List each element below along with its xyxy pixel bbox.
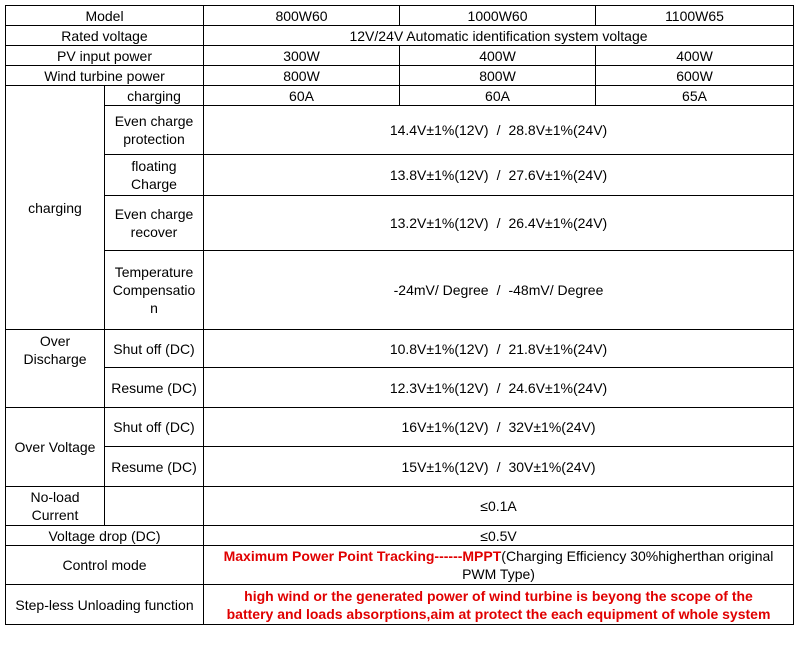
od-shutoff-value xyxy=(204,330,794,368)
spec-table-container xyxy=(5,5,794,625)
charging-current-3: 65A xyxy=(596,86,794,106)
even-recover-sep: / xyxy=(496,215,501,231)
even-recover-12v: 13.2V±1%(12V) xyxy=(389,215,489,231)
row-od-shutoff xyxy=(6,330,794,368)
even-protect-value xyxy=(204,106,794,155)
unloading-value xyxy=(204,585,794,625)
rated-voltage-label: Rated voltage xyxy=(6,26,204,46)
even-protect-24v: 28.8V±1%(24V) xyxy=(508,122,608,138)
pv-input-1: 300W xyxy=(204,46,400,66)
row-voltage-drop xyxy=(6,526,794,546)
even-recover-value xyxy=(204,196,794,251)
charging-group-label: charging xyxy=(6,86,105,330)
od-shutoff-sep: / xyxy=(496,340,501,357)
charging-current-2: 60A xyxy=(400,86,596,106)
control-mode-label: Control mode xyxy=(6,546,204,585)
wind-power-2: 800W xyxy=(400,66,596,86)
row-temp-comp xyxy=(6,251,794,330)
even-protect-sep: / xyxy=(496,122,501,138)
temp-comp-sep: / xyxy=(496,282,501,298)
voltage-drop-value: ≤0.5V xyxy=(204,526,794,546)
ov-resume-12v: 15V±1%(12V) xyxy=(401,458,489,475)
od-resume-sep: / xyxy=(496,379,501,396)
row-control-mode xyxy=(6,546,794,585)
wind-power-1: 800W xyxy=(204,66,400,86)
ov-shutoff-label: Shut off (DC) xyxy=(105,408,204,447)
rated-voltage-value: 12V/24V Automatic identification system voltage xyxy=(204,26,794,46)
pv-input-label: PV input power xyxy=(6,46,204,66)
unloading-label: Step-less Unloading function xyxy=(6,585,204,625)
ov-resume-sep: / xyxy=(496,458,501,475)
od-resume-label: Resume (DC) xyxy=(105,368,204,408)
floating-sep: / xyxy=(496,167,501,183)
row-ov-shutoff xyxy=(6,408,794,447)
row-wind-power xyxy=(6,66,794,86)
floating-24v: 27.6V±1%(24V) xyxy=(508,167,608,183)
temp-comp-12v: -24mV/ Degree xyxy=(393,282,489,298)
temp-comp-24v: -48mV/ Degree xyxy=(508,282,604,298)
row-charging-current xyxy=(6,86,794,106)
od-shutoff-label: Shut off (DC) xyxy=(105,330,204,368)
row-rated-voltage xyxy=(6,26,794,46)
temp-comp-label: Temperature Compensatio n xyxy=(105,251,204,330)
row-od-resume xyxy=(6,368,794,408)
od-resume-value xyxy=(204,368,794,408)
even-protect-label: Even charge protection xyxy=(105,106,204,155)
charging-current-label: charging xyxy=(105,86,204,106)
ov-resume-label: Resume (DC) xyxy=(105,447,204,487)
over-voltage-group-label: Over Voltage xyxy=(6,408,105,487)
unloading-line-2: battery and loads absorptions,aim at protect the each equipment of whole system xyxy=(226,605,771,622)
model-2: 1000W60 xyxy=(400,6,596,26)
unloading-line-1: high wind or the generated power of wind turbine is beyong the scope of the xyxy=(244,587,753,604)
row-even-recover xyxy=(6,196,794,251)
temp-comp-value xyxy=(204,251,794,330)
row-ov-resume xyxy=(6,447,794,487)
row-unloading xyxy=(6,585,794,625)
od-resume-24v: 24.6V±1%(24V) xyxy=(508,379,608,396)
ov-shutoff-12v: 16V±1%(12V) xyxy=(401,419,489,435)
row-floating xyxy=(6,155,794,196)
model-label: Model xyxy=(6,6,204,26)
od-resume-12v: 12.3V±1%(12V) xyxy=(389,379,489,396)
pv-input-3: 400W xyxy=(596,46,794,66)
voltage-drop-label: Voltage drop (DC) xyxy=(6,526,204,546)
floating-value xyxy=(204,155,794,196)
wind-power-3: 600W xyxy=(596,66,794,86)
control-mode-note: (Charging Efficiency 30%higherthan original PWM Type) xyxy=(462,548,774,582)
control-mode-value xyxy=(204,546,794,585)
model-1: 800W60 xyxy=(204,6,400,26)
spec-table xyxy=(5,5,794,625)
wind-power-label: Wind turbine power xyxy=(6,66,204,86)
even-recover-24v: 26.4V±1%(24V) xyxy=(508,215,608,231)
charging-current-1: 60A xyxy=(204,86,400,106)
no-load-label: No-load Current xyxy=(6,487,105,526)
model-3: 1100W65 xyxy=(596,6,794,26)
floating-12v: 13.8V±1%(12V) xyxy=(389,167,489,183)
no-load-empty xyxy=(105,487,204,526)
ov-resume-24v: 30V±1%(24V) xyxy=(508,458,596,475)
control-mode-mppt: Maximum Power Point Tracking------MPPT xyxy=(223,548,502,564)
row-no-load xyxy=(6,487,794,526)
od-shutoff-12v: 10.8V±1%(12V) xyxy=(389,340,489,357)
row-even-protect xyxy=(6,106,794,155)
over-discharge-group-label: Over Discharge xyxy=(6,330,105,408)
ov-shutoff-24v: 32V±1%(24V) xyxy=(508,419,596,435)
even-protect-12v: 14.4V±1%(12V) xyxy=(389,122,489,138)
row-pv-input xyxy=(6,46,794,66)
ov-shutoff-sep: / xyxy=(496,419,501,435)
od-shutoff-24v: 21.8V±1%(24V) xyxy=(508,340,608,357)
floating-label: floating Charge xyxy=(105,155,204,196)
ov-shutoff-value xyxy=(204,408,794,447)
no-load-value: ≤0.1A xyxy=(204,487,794,526)
even-recover-label: Even charge recover xyxy=(105,196,204,251)
pv-input-2: 400W xyxy=(400,46,596,66)
row-model xyxy=(6,6,794,26)
ov-resume-value xyxy=(204,447,794,487)
